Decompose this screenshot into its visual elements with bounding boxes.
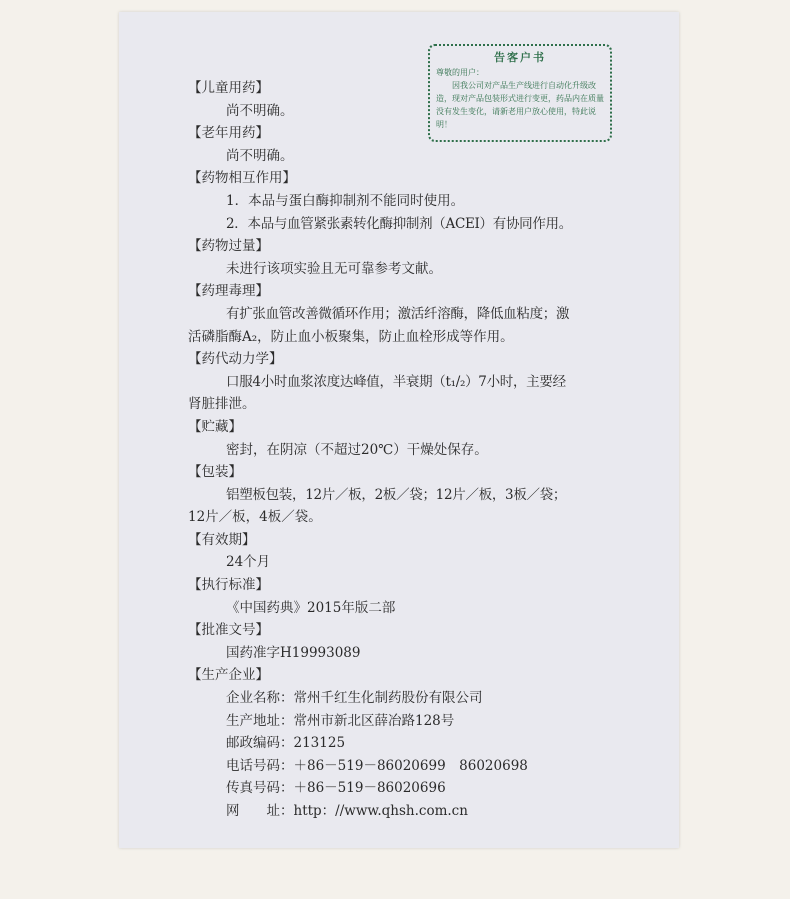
section-heading-pharmacokinetics: 【药代动力学】 [188, 351, 283, 368]
section-text-geriatric: 尚不明确。 [226, 147, 294, 164]
section-text-packaging-1: 铝塑板包装，12片／板，2板／袋；12片／板，3板／袋； [226, 486, 567, 503]
manufacturer-name: 企业名称：常州千红生化制药股份有限公司 [226, 690, 483, 707]
manufacturer-postcode: 邮政编码：213125 [226, 735, 346, 752]
manufacturer-address: 生产地址：常州市新北区薛冶路128号 [226, 712, 455, 729]
section-heading-geriatric: 【老年用药】 [188, 125, 269, 142]
notice-title: 告客户书 [494, 51, 546, 64]
section-heading-interactions: 【药物相互作用】 [188, 170, 296, 187]
section-text-approval: 国药准字H19993089 [226, 644, 361, 661]
section-heading-shelf-life: 【有效期】 [188, 531, 256, 548]
section-heading-overdose: 【药物过量】 [188, 238, 269, 255]
section-heading-packaging: 【包装】 [188, 464, 242, 481]
section-text-pharmacology-1: 有扩张血管改善微循环作用；激活纤溶酶，降低血粘度；激 [226, 305, 570, 322]
section-text-interactions-1: 1．本品与蛋白酶抑制剂不能同时使用。 [226, 192, 465, 209]
section-heading-approval: 【批准文号】 [188, 622, 269, 639]
notice-body: 因我公司对产品生产线进行自动化升级改造，现对产品包装形式进行变更，药品内在质量没有发生变化，请新老用户放心使用，特此说明！ [436, 81, 604, 129]
section-heading-pharmacology: 【药理毒理】 [188, 283, 269, 300]
section-text-packaging-2: 12片／板，4板／袋。 [188, 509, 322, 526]
section-text-interactions-2: 2．本品与血管紧张素转化酶抑制剂（ACEI）有协同作用。 [226, 215, 572, 232]
section-text-shelf-life: 24个月 [226, 554, 271, 571]
notice-greeting: 尊敬的用户： [436, 68, 484, 77]
section-heading-manufacturer: 【生产企业】 [188, 667, 269, 684]
manufacturer-fax: 传真号码：＋86－519－86020696 [226, 780, 446, 797]
section-text-pharmacokinetics-1: 口服4小时血浆浓度达峰值，半衰期（t₁/₂）7小时，主要经 [226, 373, 566, 390]
leaflet-content [188, 77, 618, 823]
manufacturer-phone: 电话号码：＋86－519－86020699 86020698 [226, 757, 528, 774]
section-text-overdose: 未进行该项实验且无可靠参考文献。 [226, 260, 442, 277]
section-text-pharmacology-2: 活磷脂酶A₂，防止血小板聚集，防止血栓形成等作用。 [188, 328, 514, 345]
manufacturer-website: 网 址：http：//www.qhsh.com.cn [226, 803, 468, 819]
section-heading-standard: 【执行标准】 [188, 577, 269, 594]
section-text-storage: 密封，在阴凉（不超过20℃）干燥处保存。 [226, 441, 488, 458]
section-text-standard: 《中国药典》2015年版二部 [226, 599, 396, 616]
section-heading-pediatric: 【儿童用药】 [188, 80, 269, 96]
section-heading-storage: 【贮藏】 [188, 418, 242, 435]
section-text-pediatric: 尚不明确。 [226, 102, 294, 119]
section-text-pharmacokinetics-2: 肾脏排泄。 [188, 396, 256, 413]
